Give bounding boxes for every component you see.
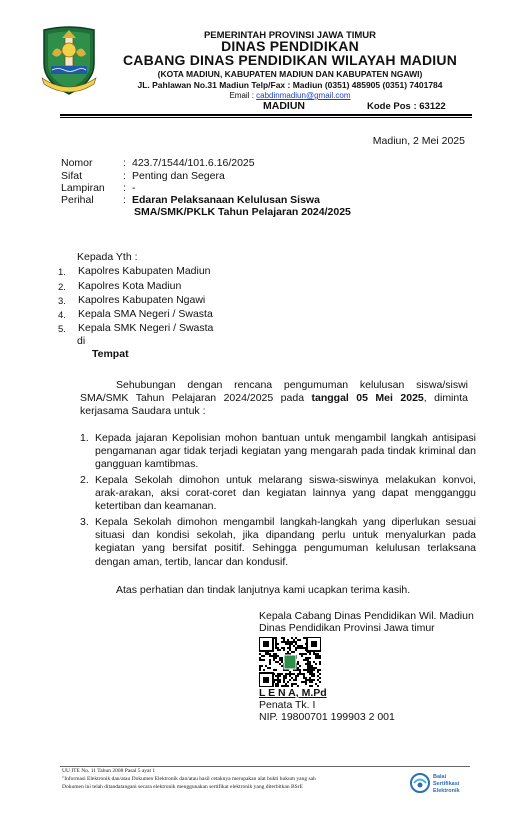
bsre-label-3: Elektronik [433, 788, 460, 794]
point-number: 3. [80, 516, 89, 528]
meta-sep: : [123, 182, 126, 194]
meta-sep: : [123, 157, 126, 169]
point-number: 1. [80, 432, 89, 444]
meta-key-attachment: Lampiran [61, 182, 105, 194]
meta-value-attachment: - [132, 182, 136, 194]
header-agency: DINAS PENDIDIKAN [221, 38, 359, 54]
point-text: Kepala Sekolah dimohon untuk melarang siswa-siswinya melakukan konvoi, arak-arakan, aksi corat-coret dan kegiatan lainnya yang dapat mengganggu ketertiban dan keamanan. [95, 474, 476, 513]
meta-value-subject: Edaran Pelaksanaan Kelulusan Siswa [132, 194, 320, 206]
point-text: Kepada jajaran Kepolisian mohon bantuan untuk mengambil langkah antisipasi pengamanan agar tidak terjadi kegiatan yang mengarah pada tindak kriminal dan gangguan kamtibmas. [95, 432, 476, 471]
footer-note: "Informasi Elektronik dan/atau Dokumen Elektronik dan/atau hasil cetaknya merupakan alat bukti hukum yang sah [62, 776, 316, 782]
recipient-number: 5. [58, 324, 66, 335]
recipient-item: Kapolres Kabupaten Ngawi [78, 294, 206, 306]
recipient-number: 1. [58, 267, 66, 278]
recipient-intro: Kepada Yth : [77, 251, 138, 263]
recipient-item: Kepala SMK Negeri / Swasta [78, 322, 214, 334]
opening-paragraph [80, 379, 468, 419]
letter-date: Madiun, 2 Mei 2025 [372, 135, 465, 147]
recipient-number: 4. [58, 310, 66, 321]
header-divider-thin [60, 117, 472, 118]
signer-nip: NIP. 19800701 199903 2 001 [259, 711, 395, 723]
footer-esign: Dokumen ini telah ditandatangani secara elektronik menggunakan sertifikat elektronik yang diterbitkan BSrE [62, 784, 303, 790]
meta-key-subject: Perihal [61, 194, 94, 206]
signer-title: Kepala Cabang Dinas Pendidikan Wil. Madiun [259, 610, 474, 622]
bsre-label-1: Balai [433, 774, 447, 780]
meta-sep: : [123, 170, 126, 182]
bsre-logo-icon [409, 772, 431, 794]
meta-value-subject-2: SMA/SMK/PKLK Tahun Pelajaran 2024/2025 [134, 206, 351, 218]
opening-text: Sehubungan dengan rencana pengumuman kelulusan siswa/siswi SMA/SMK Tahun Pelajaran 2024/2025 pada [80, 379, 468, 405]
meta-key-nature: Sifat [61, 170, 83, 182]
recipient-item: Kapolres Kota Madiun [78, 280, 182, 292]
header-government: PEMERINTAH PROVINSI JAWA TIMUR [203, 30, 377, 41]
point-text: Kepala Sekolah dimohon mengambil langkah-langkah yang diperlukan sesuai situasi dan kondisi sekolah, jika dipandang perlu untuk menyalurkan pada kegiatan yang bersifat positif. Sehingga pengumuman kelulusan terlaksana dengan aman, tertib, lancar dan kondusif. [95, 516, 476, 568]
closing-sentence: Atas perhatian dan tindak lanjutnya kami ucapkan terima kasih. [116, 584, 411, 596]
recipient-item: Kapolres Kabupaten Madiun [78, 265, 211, 277]
header-branch: CABANG DINAS PENDIDIKAN WILAYAH MADIUN [122, 52, 458, 68]
recipient-item: Kepala SMA Negeri / Swasta [78, 308, 213, 320]
meta-sep: : [123, 194, 126, 206]
announcement-date: tanggal 05 Mei 2025 [311, 392, 424, 405]
signer-office: Dinas Pendidikan Provinsi Jawa timur [259, 622, 435, 634]
header-address: JL. Pahlawan No.31 Madiun Telp/Fax : Madiun (0351) 485905 (0351) 7401784 [137, 80, 443, 90]
header-city: MADIUN [263, 100, 305, 112]
header-email [100, 91, 480, 100]
footer-divider [60, 766, 470, 767]
recipient-number: 3. [58, 296, 66, 307]
signer-rank: Penata Tk. I [259, 699, 316, 711]
email-link[interactable]: cabdinmadiun@gmail.com [256, 91, 351, 100]
recipient-di: di [77, 335, 86, 347]
header-divider [60, 114, 472, 116]
header-coverage: (KOTA MADIUN, KABUPATEN MADIUN DAN KABUPATEN NGAWI) [157, 69, 423, 79]
bsre-label-2: Sertifikasi [433, 781, 460, 787]
recipient-number: 2. [58, 282, 66, 293]
meta-key-number: Nomor [61, 157, 93, 169]
header-postal-code: Kode Pos : 63122 [367, 101, 446, 112]
point-number: 2. [80, 474, 89, 486]
opening-text-end: , diminta kerjasama Saudara untuk : [80, 392, 468, 418]
east-java-logo [38, 24, 100, 96]
signer-name: L E N A, M.Pd [259, 687, 327, 699]
signature-qr-code [259, 637, 321, 687]
email-label: Email : [229, 91, 257, 100]
meta-value-nature: Penting dan Segera [132, 170, 225, 182]
meta-value-number: 423.7/1544/101.6.16/2025 [132, 157, 255, 169]
footer-law: UU ITE No. 11 Tahun 2008 Pasal 5 ayat 1 [62, 768, 156, 774]
recipient-place: Tempat [92, 348, 129, 360]
